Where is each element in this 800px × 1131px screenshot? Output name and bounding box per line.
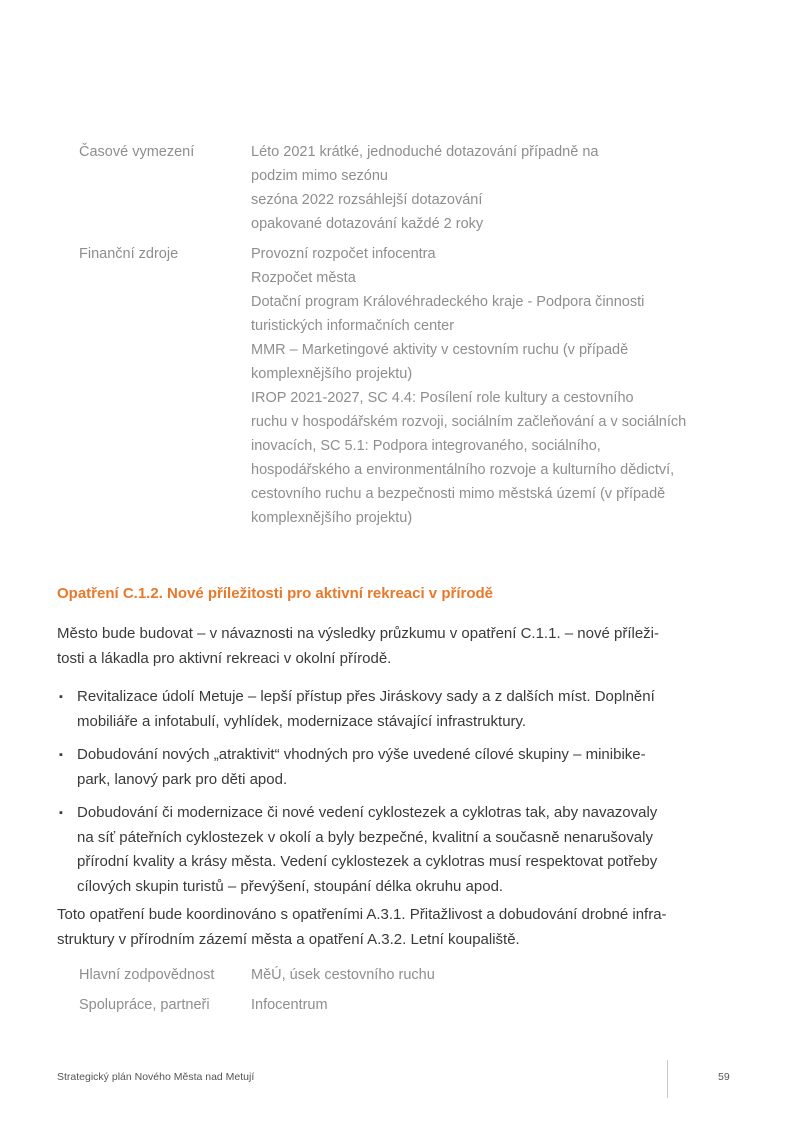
intro-paragraph <box>57 622 677 671</box>
info-row-responsibility <box>79 963 679 987</box>
section-title: Nové příležitosti pro aktivní rekreaci v přírodě <box>167 585 493 602</box>
info-value-line: cestovního ruchu a bezpečnosti mimo městská území (v případě <box>251 486 666 502</box>
list-item <box>57 801 677 899</box>
bullet-marker: ▪ <box>59 807 63 819</box>
info-value-line: opakované dotazování každé 2 roky <box>251 216 484 232</box>
info-table-bottom <box>79 963 679 1023</box>
list-item-line: Dobudování nových „atraktivit“ vhodných pro výše uvedené cílové skupiny – minibike- <box>77 746 646 763</box>
coordination-paragraph <box>57 903 677 952</box>
list-item <box>57 685 677 734</box>
info-value <box>251 963 679 987</box>
measure-list <box>57 685 677 908</box>
footer-document-title: Strategický plán Nového Města nad Metují <box>57 1071 255 1083</box>
info-value <box>251 242 686 530</box>
info-value-line: Rozpočet města <box>251 270 356 286</box>
paragraph-line: tosti a lákadla pro aktivní rekreaci v okolní přírodě. <box>57 649 392 667</box>
info-value <box>251 993 679 1017</box>
info-value-line: inovacích, SC 5.1: Podpora integrovaného, sociálního, <box>251 438 601 454</box>
list-item-line: Dobudování či modernizace či nové vedení cyklostezek a cyklotras tak, aby navazovaly <box>77 804 658 821</box>
info-value-line: MMR – Marketingové aktivity v cestovním ruchu (v případě <box>251 342 629 358</box>
paragraph-line: Město bude budovat – v návaznosti na výsledky průzkumu v opatření C.1.1. – nové příleži- <box>57 625 659 642</box>
info-table-top <box>79 140 687 536</box>
info-value-line: podzim mimo sezónu <box>251 168 388 184</box>
info-value-line: MěÚ, úsek cestovního ruchu <box>251 967 435 983</box>
paragraph-line: Toto opatření bude koordinováno s opatřeními A.3.1. Přitažlivost a dobudování drobné infra- <box>57 906 667 923</box>
list-item-line: Revitalizace údolí Metuje – lepší přístup přes Jiráskovy sady a z dalších míst. Doplnění <box>77 688 655 705</box>
info-row-partners <box>79 993 679 1017</box>
info-value-line: Léto 2021 krátké, jednoduché dotazování případně na <box>251 144 599 160</box>
section-heading <box>57 583 493 605</box>
info-value-line: komplexnějšího projektu) <box>251 366 413 382</box>
info-value-line: sezóna 2022 rozsáhlejší dotazování <box>251 192 483 208</box>
list-item-line: park, lanový park pro děti apod. <box>77 770 288 788</box>
info-value-line: IROP 2021-2027, SC 4.4: Posílení role kultury a cestovního <box>251 390 634 406</box>
info-label: Časové vymezení <box>79 144 195 160</box>
info-value-line: ruchu v hospodářském rozvoji, sociálním začleňování a v sociálních <box>251 414 687 430</box>
bullet-marker: ▪ <box>59 691 63 703</box>
list-item-line: na síť páteřních cyklostezek v okolí a byly bezpečné, kvalitní a současně nenarušovaly <box>77 828 653 846</box>
footer-divider <box>667 1060 668 1098</box>
info-value-line: Provozní rozpočet infocentra <box>251 246 436 262</box>
info-row-funding <box>79 242 687 530</box>
info-value-line: turistických informačních center <box>251 318 455 334</box>
info-value-line: Dotační program Královéhradeckého kraje - Podpora činnosti <box>251 294 645 310</box>
list-item <box>57 743 677 792</box>
info-value-line: komplexnějšího projektu) <box>251 510 413 526</box>
info-label: Finanční zdroje <box>79 246 179 262</box>
info-value <box>251 140 679 236</box>
info-row-time-frame <box>79 140 679 236</box>
page-number: 59 <box>718 1071 730 1083</box>
info-label: Hlavní zodpovědnost <box>79 967 215 983</box>
info-label: Spolupráce, partneři <box>79 997 210 1013</box>
list-item-line: cílových skupin turistů – převýšení, stoupání délka okruhu apod. <box>77 877 504 895</box>
info-value-line: hospodářského a environmentálního rozvoje a kulturního dědictví, <box>251 462 675 478</box>
info-value-line: Infocentrum <box>251 997 328 1013</box>
list-item-line: přírodní kvality a krásy města. Vedení cyklostezek a cyklotras musí respektovat potřeby <box>77 853 658 870</box>
list-item-line: mobiliáře a infotabulí, vyhlídek, modernizace stávající infrastruktury. <box>77 712 527 730</box>
paragraph-line: struktury v přírodním zázemí města a opatření A.3.2. Letní koupaliště. <box>57 930 520 948</box>
bullet-marker: ▪ <box>59 749 63 761</box>
section-number: Opatření C.1.2. <box>57 585 163 602</box>
